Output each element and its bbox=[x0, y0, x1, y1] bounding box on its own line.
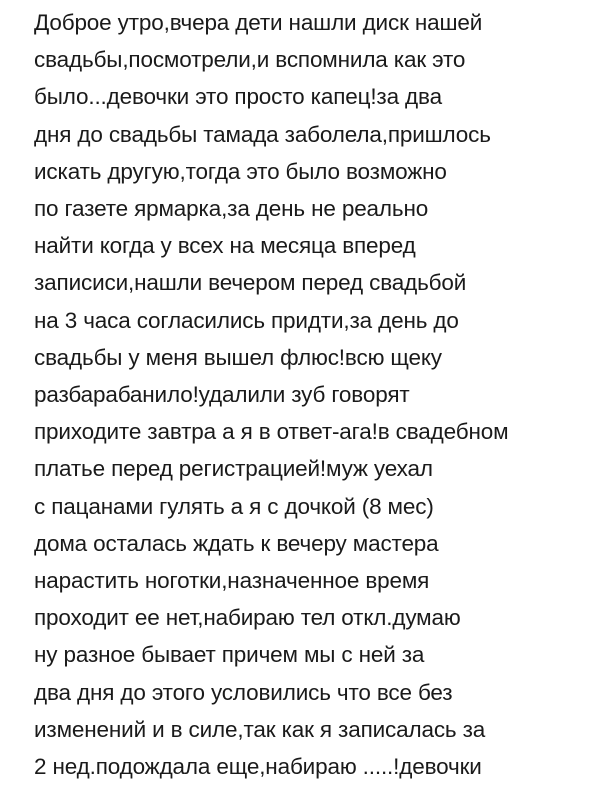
text-line: разбарабанило!удалили зуб говорят bbox=[34, 382, 410, 408]
text-line: свадьбы у меня вышел флюс!всю щеку bbox=[34, 344, 442, 370]
text-line: Доброе утро,вчера дети нашли диск нашей bbox=[34, 10, 483, 35]
text-line: приходите завтра а я в ответ-ага!в свадебном bbox=[34, 419, 509, 445]
text-line: дома осталась ждать к вечеру мастера bbox=[34, 530, 439, 556]
text-line: платье перед регистрацией!муж уехал bbox=[34, 456, 433, 482]
text-line: найти когда у всех на месяца вперед bbox=[34, 233, 416, 259]
text-line: записиси,нашли вечером перед свадьбой bbox=[34, 270, 467, 296]
text-line: два дня до этого условились что все без bbox=[34, 679, 453, 705]
post-text-body bbox=[34, 0, 594, 785]
text-line: с пацанами гулять а я с дочкой (8 мес) bbox=[34, 493, 434, 519]
text-line: проходит ее нет,набираю тел откл.думаю bbox=[34, 605, 461, 631]
text-line: нарастить ноготки,назначенное время bbox=[34, 568, 430, 594]
text-line: было...девочки это просто капец!за два bbox=[34, 84, 442, 110]
text-line: на 3 часа согласились придти,за день до bbox=[34, 307, 459, 333]
text-line: по газете ярмарка,за день не реально bbox=[34, 196, 429, 222]
text-line: 2 нед.подождала еще,набираю .....!девочки bbox=[34, 754, 482, 780]
text-line: ну разное бывает причем мы с ней за bbox=[34, 642, 425, 668]
text-line: искать другую,тогда это было возможно bbox=[34, 158, 447, 184]
text-line: свадьбы,посмотрели,и вспомнила как это bbox=[34, 47, 466, 73]
text-line: изменений и в силе,так как я записалась за bbox=[34, 716, 486, 742]
text-line: дня до свадьбы тамада заболела,пришлось bbox=[34, 121, 491, 147]
